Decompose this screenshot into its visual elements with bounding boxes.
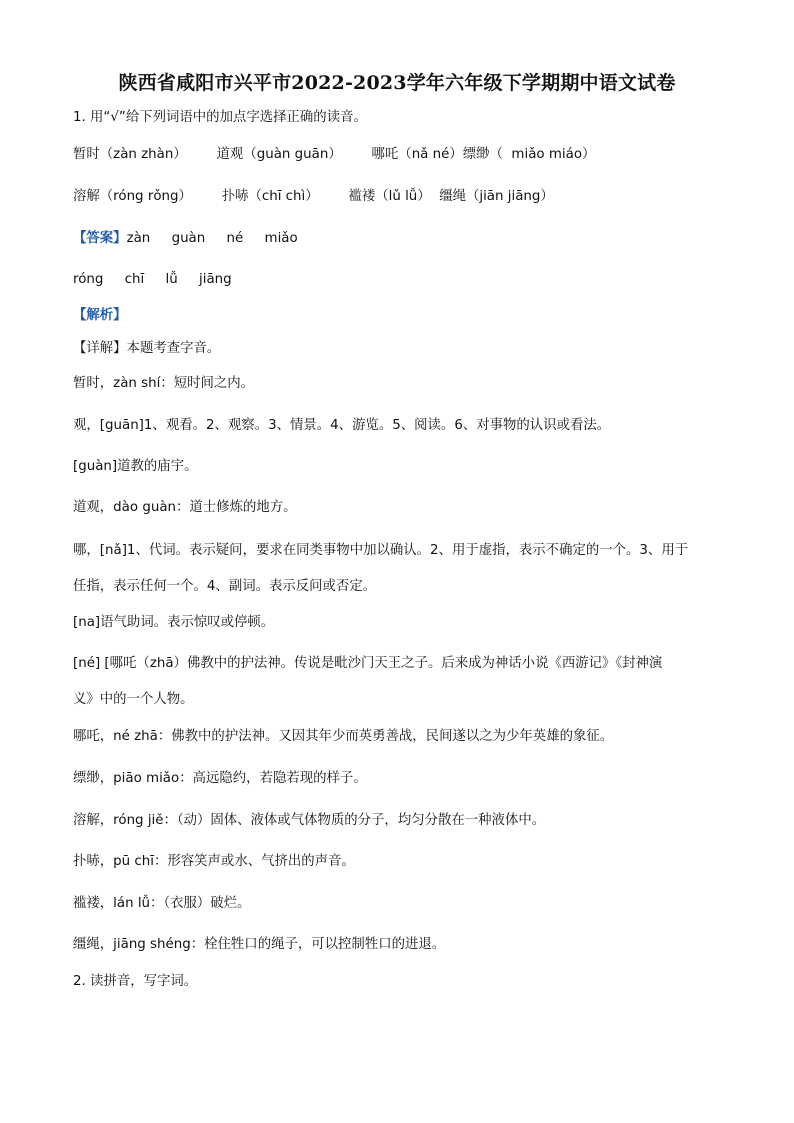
analysis-line: 褴褛，lán lǚ：（衣服）破烂。 [73,896,251,911]
analysis-line: 义》中的一个人物。 [73,692,194,707]
analysis-line: 观，[guān]1、观看。2、观察。3、情景。4、游览。5、阅读。6、对事物的认识或看法。 [73,418,611,433]
analysis-line: 任指，表示任何一个。4、副词。表示反问或否定。 [73,579,377,594]
question-1-row-1: 暂时（zàn zhàn） 道观（guàn guān） 哪吒（nǎ né）缥缈（ miǎo miáo） [73,147,596,162]
analysis-line: [né] [哪吒（zhā）佛教中的护法神。传说是毗沙门天王之子。后来成为神话小说《西游记》《封神演 [73,656,663,671]
analysis-line: [guàn]道教的庙宇。 [73,459,198,474]
analysis-line: 缥缈，piāo miǎo：高远隐约，若隐若现的样子。 [73,771,367,786]
question-1-stem: 1. 用“√”给下列词语中的加点字选择正确的读音。 [73,110,367,125]
answer-values-1: zàn guàn né miǎo [126,231,298,246]
analysis-line: [na]语气助词。表示惊叹或停顿。 [73,615,275,630]
analysis-line: 溶解，róng jiě：（动）固体、液体或气体物质的分子，均匀分散在一种液体中。 [73,813,546,828]
analysis-line: 扑哧，pū chī：形容笑声或水、气挤出的声音。 [73,854,355,869]
question-2-stem: 2. 读拼音，写字词。 [73,974,198,989]
answer-line-1 [73,229,298,249]
answer-line-2: róng chī lǚ jiāng [73,272,232,287]
answer-tag: 【答案】 [73,231,127,246]
analysis-tag: 【解析】 [73,308,127,323]
analysis-line: 缰绳，jiāng shéng：栓住牲口的绳子，可以控制牲口的进退。 [73,937,446,952]
question-1-row-2: 溶解（róng rǒng） 扑哧（chī chì） 褴褛（lǔ lǚ） 缰绳（jiān jiāng） [73,189,554,204]
analysis-line: 暂时，zàn shí：短时间之内。 [73,376,255,391]
analysis-line: 道观，dào guàn：道士修炼的地方。 [73,500,297,515]
analysis-line: 【详解】本题考查字音。 [73,341,221,356]
analysis-line: 哪，[nǎ]1、代词。表示疑问，要求在同类事物中加以确认。2、用于虚指，表示不确定的一个。3、用于 [73,543,689,558]
analysis-line: 哪吒，né zhā：佛教中的护法神。又因其年少而英勇善战，民间遂以之为少年英雄的象征。 [73,729,614,744]
page-title: 陕西省咸阳市兴平市2022-2023学年六年级下学期期中语文试卷 [118,72,676,94]
